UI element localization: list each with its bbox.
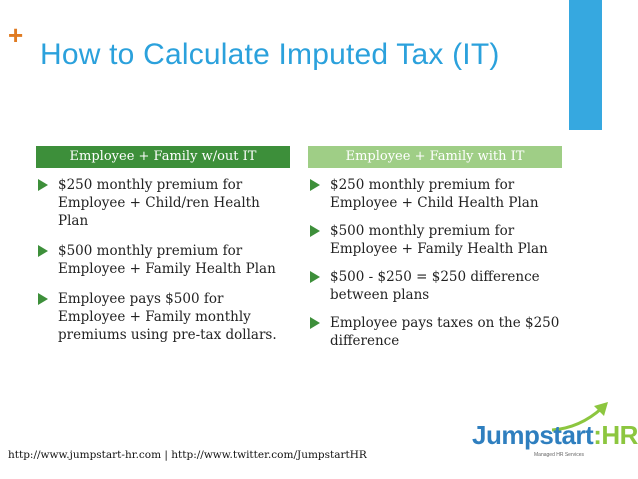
slide-title: How to Calculate Imputed Tax (IT) xyxy=(40,38,500,71)
column-header-without-it: Employee + Family w/out IT xyxy=(36,146,290,168)
bullet-arrow-icon xyxy=(38,179,48,191)
bullet-arrow-icon xyxy=(310,179,320,191)
bullet-text: Employee pays taxes on the $250 difference xyxy=(330,315,560,349)
bullet-text: $250 monthly premium for Employee + Child/ren Health Plan xyxy=(58,177,260,229)
bullet-text: $500 monthly premium for Employee + Family Health Plan xyxy=(58,243,276,277)
bullet-arrow-icon xyxy=(310,317,320,329)
bullet-text: $500 - $250 = $250 difference between plans xyxy=(330,269,540,303)
bullet-arrow-icon xyxy=(38,293,48,305)
list-item xyxy=(310,222,570,258)
list-item xyxy=(310,314,570,350)
bullet-arrow-icon xyxy=(310,271,320,283)
jumpstart-hr-logo xyxy=(472,398,638,468)
accent-bar xyxy=(569,0,602,130)
bullet-list-without-it xyxy=(38,176,288,356)
column-header-with-it: Employee + Family with IT xyxy=(308,146,562,168)
list-item xyxy=(38,242,288,278)
bullet-text: $250 monthly premium for Employee + Child Health Plan xyxy=(330,177,539,211)
plus-icon: + xyxy=(8,20,24,50)
bullet-arrow-icon xyxy=(38,245,48,257)
list-item xyxy=(310,268,570,304)
bullet-list-with-it xyxy=(310,176,570,360)
list-item xyxy=(38,176,288,230)
list-item xyxy=(310,176,570,212)
list-item xyxy=(38,290,288,344)
bullet-arrow-icon xyxy=(310,225,320,237)
footer-links: http://www.jumpstart-hr.com | http://www.twitter.com/JumpstartHR xyxy=(8,449,367,461)
logo-wordmark: Jumpstart:HR xyxy=(472,420,638,450)
logo-tagline: Managed HR Services xyxy=(534,452,585,458)
bullet-text: Employee pays $500 for Employee + Family monthly premiums using pre-tax dollars. xyxy=(58,291,277,343)
bullet-text: $500 monthly premium for Employee + Family Health Plan xyxy=(330,223,548,257)
